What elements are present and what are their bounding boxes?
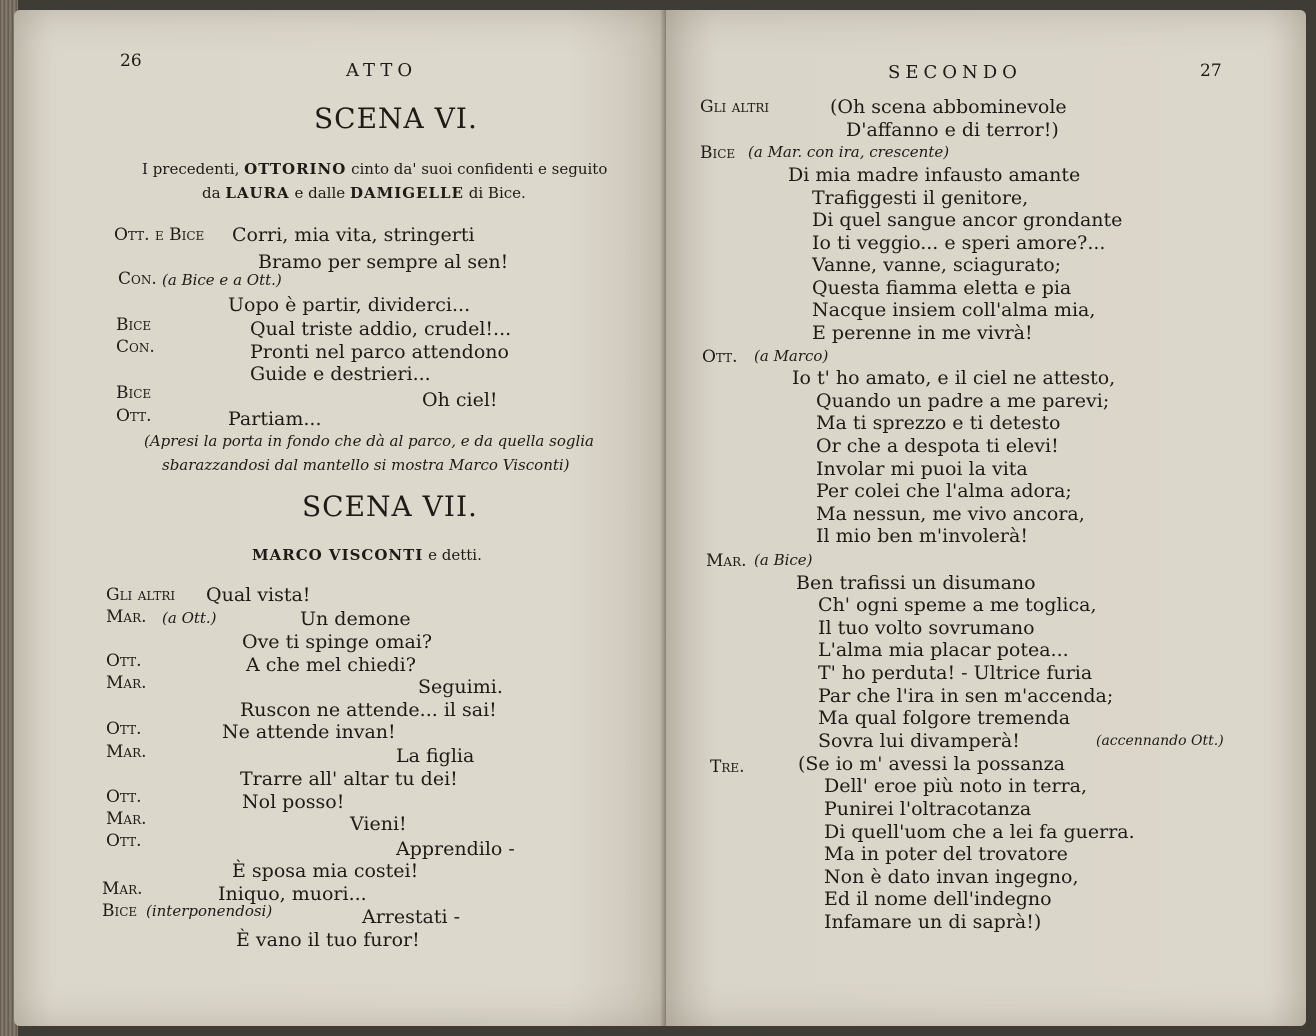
stage-note: (a Mar. con ira, crescente) <box>748 143 950 161</box>
verse-line: Ne attende invan! <box>222 721 396 743</box>
speaker-label: Mar. <box>106 607 147 627</box>
verse-line: L'alma mia placar potea... <box>818 639 1069 661</box>
speaker-label: Bice <box>102 901 138 921</box>
scene-description: MARCO VISCONTI e detti. <box>252 546 482 564</box>
verse-line: Ch' ogni speme a me toglica, <box>818 594 1097 616</box>
verse-line: A che mel chiedi? <box>246 654 416 676</box>
speaker-label: Mar. <box>106 742 147 762</box>
verse-line: Il mio ben m'involerà! <box>816 525 1028 547</box>
verse-line: Partiam... <box>228 408 322 430</box>
stage-direction: sbarazzandosi dal mantello si mostra Marco Visconti) <box>162 456 570 474</box>
verse-line: Bramo per sempre al sen! <box>258 251 509 273</box>
verse-line: Nacque insiem coll'alma mia, <box>812 299 1096 321</box>
speaker-label: Ott. <box>116 406 152 426</box>
verse-line: Sovra lui divamperà! <box>818 730 1020 752</box>
verse-line: Or che a despota ti elevi! <box>816 435 1059 457</box>
verse-line: Ben trafissi un disumano <box>796 572 1036 594</box>
verse-line: (Se io m' avessi la possanza <box>798 753 1065 775</box>
verse-line: E perenne in me vivrà! <box>812 322 1033 344</box>
stage-note: (a Ott.) <box>162 609 217 627</box>
verse-line: Per colei che l'alma adora; <box>816 480 1072 502</box>
verse-line: Di quel sangue ancor grondante <box>812 209 1123 231</box>
speaker-label: Mar. <box>106 809 147 829</box>
speaker-label: Gli altri <box>700 97 770 117</box>
verse-line: Trafiggesti il genitore, <box>812 187 1029 209</box>
verse-line: Seguimi. <box>418 676 503 698</box>
speaker-label: Ott. <box>106 787 142 807</box>
verse-line: Iniquo, muori... <box>218 883 367 905</box>
speaker-label: Ott. e Bice <box>114 225 205 245</box>
verse-line: Di mia madre infausto amante <box>788 164 1081 186</box>
verse-line: Nol posso! <box>242 791 345 813</box>
stage-note: (a Bice e a Ott.) <box>162 271 282 289</box>
speaker-label: Bice <box>700 143 736 163</box>
speaker-label: Con. <box>118 269 157 289</box>
verse-line: Ma ti sprezzo e ti detesto <box>816 412 1061 434</box>
stage-note: (accennando Ott.) <box>1096 733 1224 749</box>
verse-line: Il tuo volto sovrumano <box>818 617 1035 639</box>
verse-line: Dell' eroe più noto in terra, <box>824 775 1088 797</box>
stage-note: (a Marco) <box>754 347 829 365</box>
page-number: 27 <box>1200 61 1222 81</box>
speaker-label: Gli altri <box>106 585 176 605</box>
scene-description: da LAURA e dalle DAMIGELLE di Bice. <box>202 184 526 202</box>
verse-line: Qual triste addio, crudel!... <box>250 318 512 340</box>
verse-line: Io t' ho amato, e il ciel ne attesto, <box>792 367 1116 389</box>
verse-line: Ma in poter del trovatore <box>824 843 1068 865</box>
verse-line: (Oh scena abbominevole <box>830 96 1067 118</box>
scene-title: SCENA VII. <box>302 490 478 523</box>
verse-line: Uopo è partir, dividerci... <box>228 294 471 316</box>
verse-line: Oh ciel! <box>422 389 498 411</box>
verse-line: Qual vista! <box>206 584 311 606</box>
verse-line: Ed il nome dell'indegno <box>824 888 1052 910</box>
left-page <box>14 10 666 1026</box>
scene-title: SCENA VI. <box>314 102 478 135</box>
right-page <box>666 10 1306 1026</box>
verse-line: La figlia <box>396 745 475 767</box>
speaker-label: Mar. <box>106 673 147 693</box>
speaker-label: Con. <box>116 337 155 357</box>
running-head: ATTO <box>346 60 418 81</box>
speaker-label: Ott. <box>106 651 142 671</box>
verse-line: Ma nessun, me vivo ancora, <box>816 503 1085 525</box>
verse-line: Vanne, vanne, sciagurato; <box>812 254 1062 276</box>
verse-line: Di quell'uom che a lei fa guerra. <box>824 821 1135 843</box>
stage-direction: (Apresi la porta in fondo che dà al parco, e da quella soglia <box>144 432 594 450</box>
verse-line: Infamare un di saprà!) <box>824 911 1042 933</box>
verse-line: Involar mi puoi la vita <box>816 458 1028 480</box>
verse-line: T' ho perduta! - Ultrice furia <box>818 662 1093 684</box>
page-number: 26 <box>120 51 142 71</box>
verse-line: Vieni! <box>350 813 407 835</box>
verse-line: Apprendilo - <box>396 838 515 860</box>
speaker-label: Mar. <box>102 879 143 899</box>
speaker-label: Mar. <box>706 551 747 571</box>
verse-line: Quando un padre a me parevi; <box>816 390 1110 412</box>
verse-line: Par che l'ira in sen m'accenda; <box>818 685 1114 707</box>
verse-line: Trarre all' altar tu dei! <box>240 768 458 790</box>
speaker-label: Bice <box>116 383 152 403</box>
verse-line: Non è dato invan ingegno, <box>824 866 1079 888</box>
verse-line: È vano il tuo furor! <box>236 929 420 951</box>
verse-line: Corri, mia vita, stringerti <box>232 224 475 246</box>
speaker-label: Ott. <box>702 347 738 367</box>
verse-line: Pronti nel parco attendono <box>250 341 509 363</box>
verse-line: Io ti veggio... e speri amore?... <box>812 232 1106 254</box>
verse-line: D'affanno e di terror!) <box>846 119 1059 141</box>
verse-line: Guide e destrieri... <box>250 363 431 385</box>
speaker-label: Bice <box>116 315 152 335</box>
verse-line: Ruscon ne attende... il sai! <box>240 699 497 721</box>
running-head: SECONDO <box>888 62 1022 83</box>
stage-note: (interponendosi) <box>146 902 273 920</box>
verse-line: Punirei l'oltracotanza <box>824 798 1032 820</box>
verse-line: Ove ti spinge omai? <box>242 631 433 653</box>
speaker-label: Ott. <box>106 831 142 851</box>
speaker-label: Ott. <box>106 719 142 739</box>
verse-line: Ma qual folgore tremenda <box>818 707 1071 729</box>
verse-line: Un demone <box>300 608 411 630</box>
verse-line: Questa fiamma eletta e pia <box>812 277 1072 299</box>
speaker-label: Tre. <box>710 757 745 777</box>
verse-line: Arrestati - <box>362 906 461 928</box>
stage-note: (a Bice) <box>754 551 813 569</box>
scene-description: I precedenti, OTTORINO cinto da' suoi confidenti e seguito <box>142 160 608 178</box>
verse-line: È sposa mia costei! <box>232 860 419 882</box>
